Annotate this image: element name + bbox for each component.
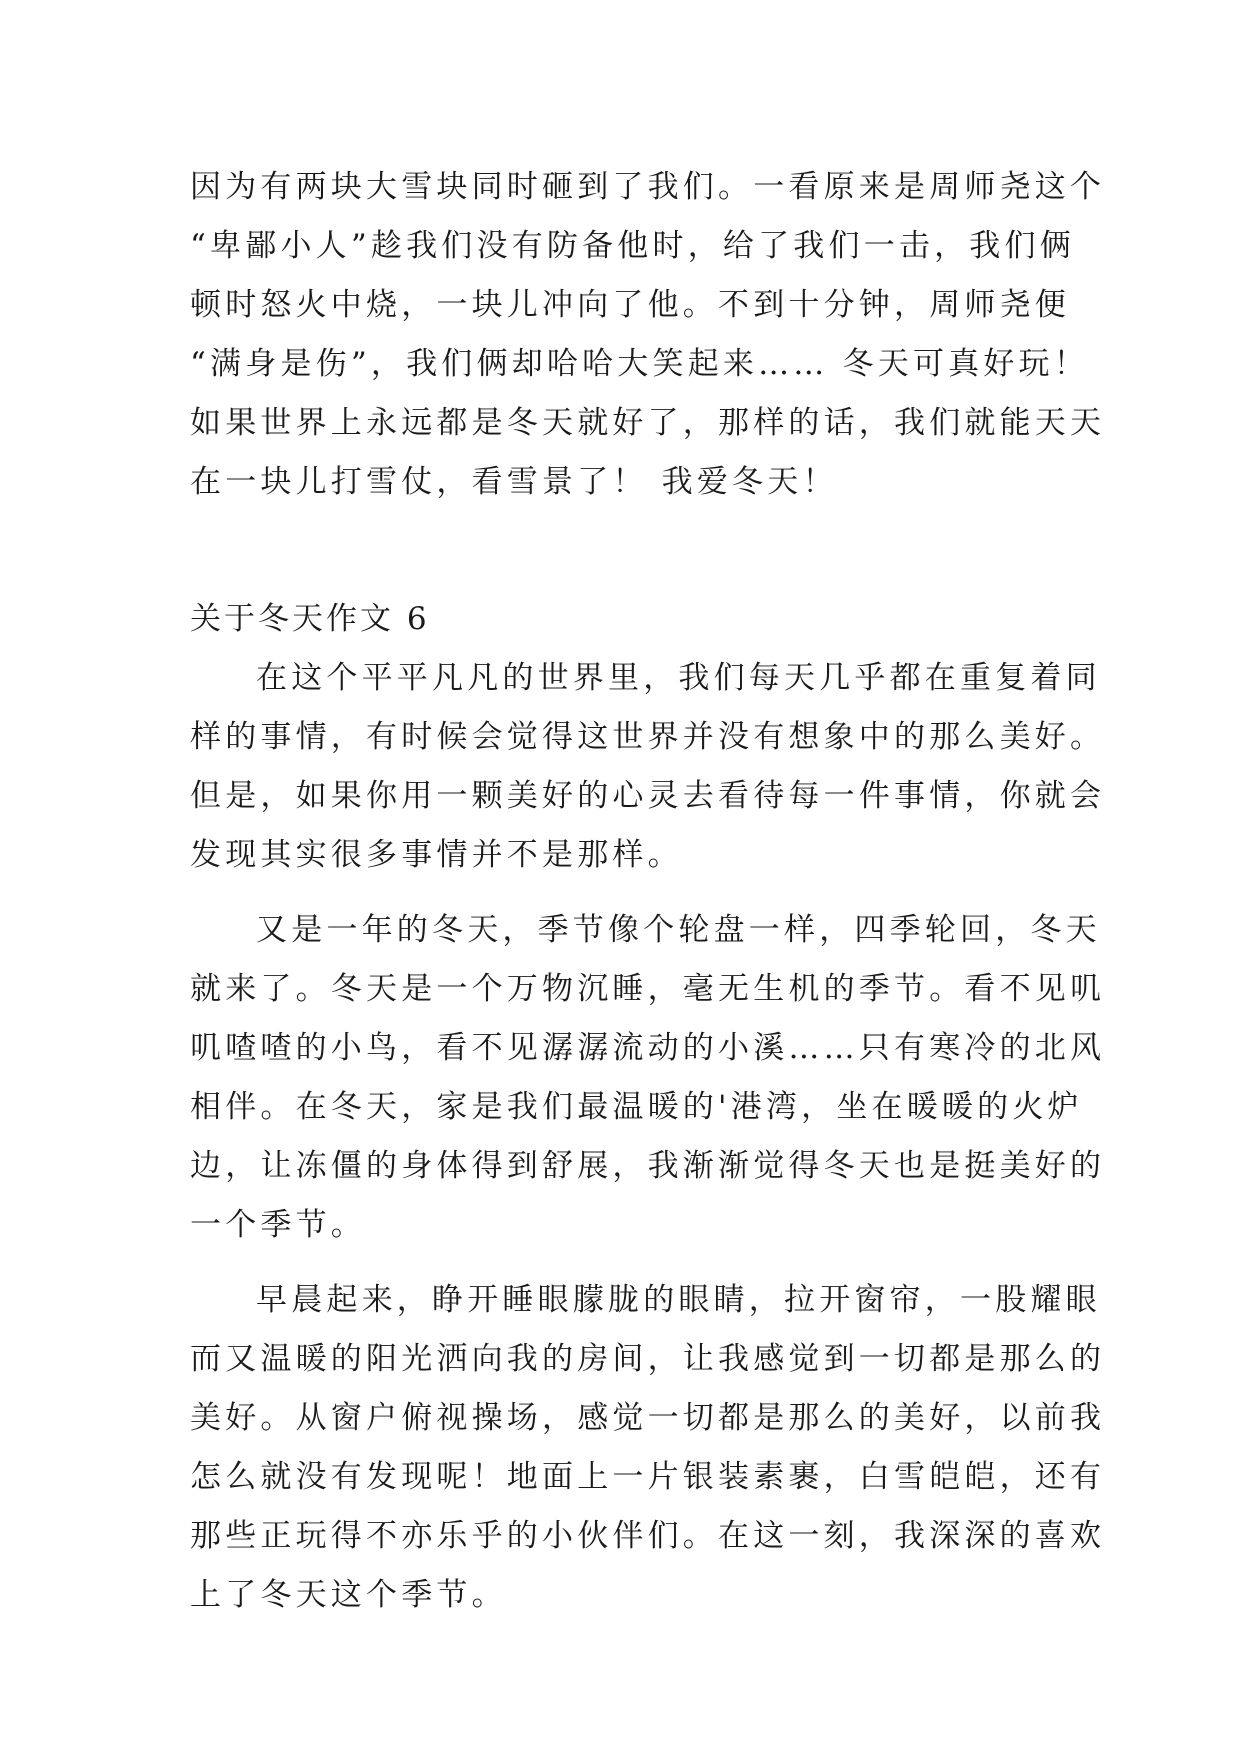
text-line: 叽喳喳的小鸟，看不见潺潺流动的小溪……只有寒冷的北风 [190, 1030, 1106, 1066]
text-line: “满身是伤”，我们俩却哈哈大笑起来…… 冬天可真好玩！ [190, 346, 1089, 382]
text-line: 因为有两块大雪块同时砸到了我们。一看原来是周师尧这个 [190, 169, 1106, 205]
text-line: 边，让冻僵的身体得到舒展，我渐渐觉得冬天也是挺美好的 [190, 1148, 1106, 1184]
paragraph [190, 649, 1106, 885]
text-line: 在一块儿打雪仗，看雪景了！ 我爱冬天！ [190, 464, 838, 500]
text-line: 在这个平平凡凡的世界里，我们每天几乎都在重复着同 [256, 660, 1101, 696]
text-line: 早晨起来，睁开睡眼朦胧的眼睛，拉开窗帘，一股耀眼 [256, 1282, 1101, 1318]
text-line: 那些正玩得不亦乐乎的小伙伴们。在这一刻，我深深的喜欢 [190, 1518, 1106, 1554]
section-title: 关于冬天作文 6 [190, 601, 430, 637]
text-line: “卑鄙小人”趁我们没有防备他时，给了我们一击，我们俩 [190, 228, 1075, 264]
text-line: 美好。从窗户俯视操场，感觉一切都是那么的美好，以前我 [190, 1400, 1106, 1436]
paragraph [190, 1271, 1106, 1625]
text-line: 怎么就没有发现呢！地面上一片银装素裹，白雪皑皑，还有 [190, 1459, 1106, 1495]
text-line: 样的事情，有时候会觉得这世界并没有想象中的那么美好。 [190, 719, 1106, 755]
text-line: 就来了。冬天是一个万物沉睡，毫无生机的季节。看不见叽 [190, 971, 1106, 1007]
text-line: 如果世界上永远都是冬天就好了，那样的话，我们就能天天 [190, 405, 1106, 441]
text-line: 发现其实很多事情并不是那样。 [190, 837, 683, 873]
text-line: 顿时怒火中烧，一块儿冲向了他。不到十分钟，周师尧便 [190, 287, 1070, 323]
paragraph [190, 901, 1106, 1255]
text-line: 但是，如果你用一颗美好的心灵去看待每一件事情，你就会 [190, 778, 1106, 814]
text-line: 上了冬天这个季节。 [190, 1577, 507, 1613]
text-line: 又是一年的冬天，季节像个轮盘一样，四季轮回，冬天 [256, 912, 1101, 948]
text-line: 一个季节。 [190, 1207, 366, 1243]
text-line: 相伴。在冬天，家是我们最温暖的'港湾，坐在暖暖的火炉 [190, 1089, 1083, 1125]
document-body [190, 158, 1106, 1641]
continued-paragraph [190, 158, 1106, 512]
text-line: 而又温暖的阳光洒向我的房间，让我感觉到一切都是那么的 [190, 1341, 1106, 1377]
